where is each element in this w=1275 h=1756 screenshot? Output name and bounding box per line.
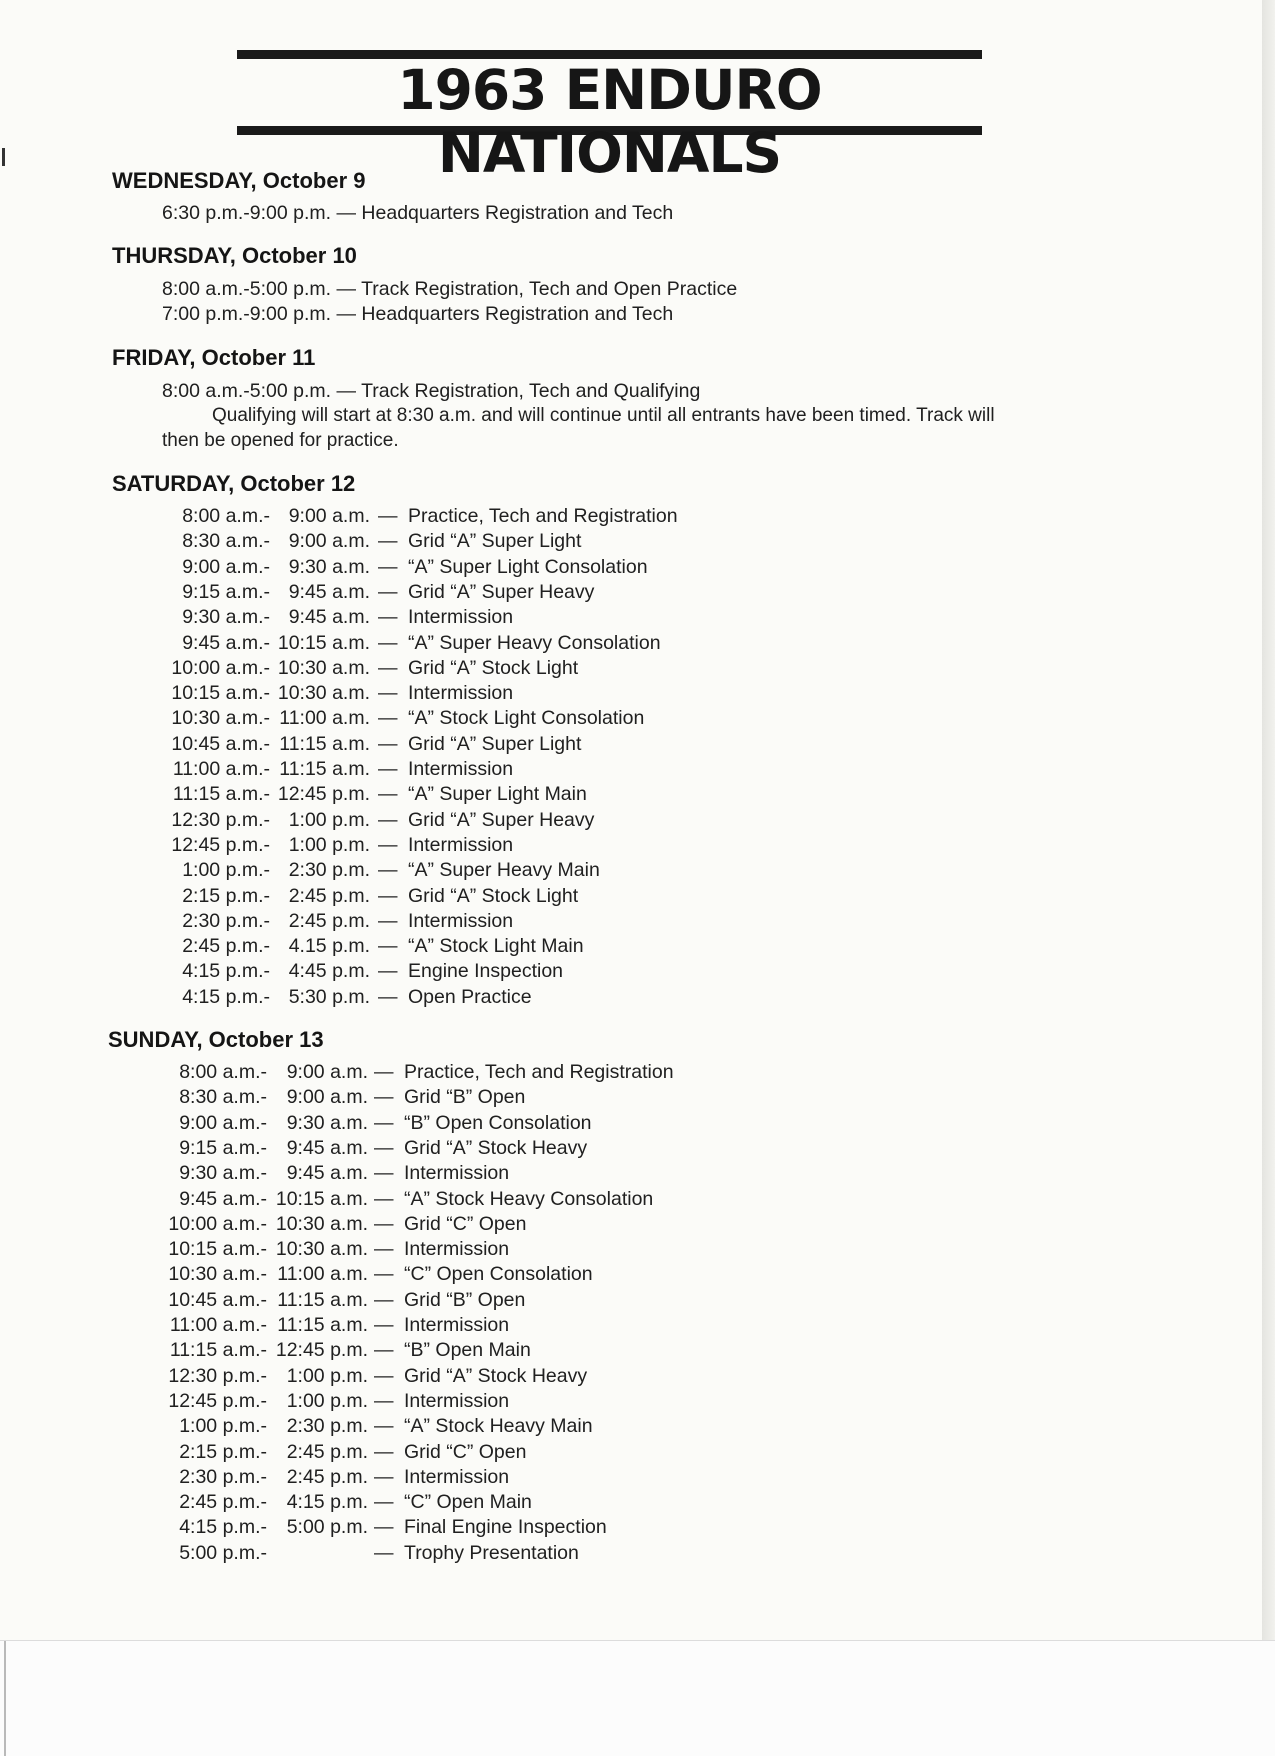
start-time: 10:00 a.m.- [168,1212,267,1235]
dash-separator: — [378,505,398,527]
end-time: 9:45 a.m. [288,606,370,629]
page-title: 1963 ENDURO NATIONALS [397,58,822,185]
dash-separator: — [378,631,398,654]
event-name: Intermission [404,1238,510,1261]
end-time: 10:30 a.m. [277,682,370,705]
event-name: “C” Open Main [404,1491,532,1514]
event-name: “A” Super Light Main [408,783,587,806]
binder-mark [2,148,5,166]
dash-separator: — [378,935,398,958]
dash-separator: — [378,833,398,856]
start-time: 11:15 a.m.- [172,783,270,806]
end-time: 1:00 p.m. [288,833,370,856]
dash-separator: — [374,1389,394,1412]
dash-separator: — [374,1086,394,1109]
event-name: Grid “A” Stock Heavy [404,1364,588,1387]
end-time: 10:30 a.m. [275,1238,368,1261]
event-name: Grid “A” Super Light [408,732,582,755]
event-name: Intermission [408,833,514,856]
start-time: 10:15 a.m.- [171,682,270,705]
end-time: 11:15 a.m. [279,758,370,780]
dash-separator: — [378,530,398,553]
event-name: “A” Super Light Consolation [408,555,648,578]
end-time: 9:45 a.m. [288,580,370,603]
start-time: 4:15 p.m.- [182,985,270,1008]
start-time: 4:15 p.m.- [179,1516,267,1539]
start-time: 11:15 a.m.- [169,1339,267,1362]
start-time: 8:00 a.m.- [179,1061,267,1083]
dash-separator: — [378,808,398,831]
end-time: 2:45 p.m. [286,1465,368,1488]
dash-separator: — [374,1263,394,1286]
event-name: “B” Open Main [404,1339,531,1362]
dash-separator: — [374,1187,394,1210]
end-time: 10:30 a.m. [277,656,370,679]
event-name: Grid “B” Open [404,1288,526,1311]
end-time: 1:00 p.m. [286,1389,368,1412]
friday-note [162,403,1122,453]
dash-separator: — [374,1339,394,1362]
dash-separator: — [374,1516,394,1539]
end-time: 5:30 p.m. [288,985,370,1008]
scan-edge-line [4,1641,6,1756]
event-name: “B” Open Consolation [404,1111,592,1134]
friday-note-line-2: then be opened for practice. [162,430,399,451]
end-time: 2:45 p.m. [288,884,370,907]
schedule-line: 7:00 p.m.-9:00 p.m. — Headquarters Registration and Tech [162,303,674,325]
event-name: Grid “C” Open [404,1440,527,1463]
start-time: 2:45 p.m.- [179,1491,267,1514]
dash-separator: — [374,1111,394,1134]
start-time: 10:45 a.m.- [168,1288,267,1311]
start-time: 2:30 p.m.- [182,909,270,932]
start-time: 10:30 a.m.- [171,707,270,730]
event-name: Grid “C” Open [404,1212,527,1235]
start-time: 12:45 p.m.- [168,1389,267,1412]
dash-separator: — [374,1162,394,1185]
day-heading-saturday: SATURDAY, October 12 [112,471,356,496]
start-time: 8:30 a.m.- [182,530,270,553]
start-time: 9:45 a.m.- [179,1187,267,1210]
event-name: Grid “A” Stock Heavy [404,1136,588,1159]
dash-separator: — [374,1491,394,1514]
event-name: Intermission [408,682,514,705]
day-heading-wednesday: WEDNESDAY, October 9 [112,168,366,193]
schedule-line: 8:00 a.m.-5:00 p.m. — Track Registration, Tech and Open Practice [162,278,738,300]
dash-separator: — [378,783,398,806]
start-time: 12:30 p.m.- [171,808,270,831]
day-heading-friday: FRIDAY, October 11 [112,345,316,370]
end-time: 10:15 a.m. [275,1187,368,1210]
start-time: 10:30 a.m.- [168,1263,267,1286]
start-time: 11:00 a.m.- [172,758,270,780]
end-time: 9:00 a.m. [286,1061,368,1083]
dash-separator: — [378,580,398,603]
start-time: 10:15 a.m.- [168,1238,267,1261]
end-time: 9:00 a.m. [286,1086,368,1109]
start-time: 9:15 a.m.- [179,1136,267,1159]
start-time: 5:00 p.m.- [179,1541,267,1564]
friday-note-line-1: Qualifying will start at 8:30 a.m. and will continue until all entrants have been timed. Track will [212,405,995,426]
event-name: Grid “A” Super Heavy [408,580,595,603]
dash-separator: — [374,1541,394,1564]
event-name: “A” Super Heavy Main [408,859,600,882]
page-edge-shadow [1262,0,1275,1640]
end-time: 11:00 a.m. [277,1263,368,1286]
end-time: 9:30 a.m. [286,1111,368,1134]
dash-separator: — [374,1288,394,1311]
end-time: 11:15 a.m. [279,732,370,755]
dash-separator: — [378,758,398,780]
end-time: 4:15 p.m. [286,1491,368,1514]
dash-separator: — [378,606,398,629]
event-name: Practice, Tech and Registration [404,1061,674,1083]
dash-separator: — [378,656,398,679]
event-name: “C” Open Consolation [404,1263,593,1286]
start-time: 2:15 p.m.- [182,884,270,907]
end-time: 11:15 a.m. [277,1288,368,1311]
start-time: 8:30 a.m.- [179,1086,267,1109]
dash-separator: — [378,909,398,932]
end-time: 4:45 p.m. [288,960,370,983]
event-name: Intermission [404,1465,510,1488]
end-time: 10:30 a.m. [275,1212,368,1235]
dash-separator: — [378,555,398,578]
dash-separator: — [374,1061,394,1083]
start-time: 2:30 p.m.- [179,1465,267,1488]
end-time: 9:45 a.m. [286,1162,368,1185]
end-time: 9:45 a.m. [286,1136,368,1159]
end-time: 5:00 p.m. [286,1516,368,1539]
start-time: 9:00 a.m.- [179,1111,267,1134]
start-time: 4:15 p.m.- [182,960,270,983]
dash-separator: — [378,884,398,907]
event-name: Grid “A” Super Light [408,530,582,553]
event-name: Grid “B” Open [404,1086,526,1109]
dash-separator: — [374,1465,394,1488]
end-time: 2:30 p.m. [288,859,370,882]
start-time: 2:45 p.m.- [182,935,270,958]
start-time: 9:30 a.m.- [182,606,270,629]
start-time: 1:00 p.m.- [182,859,270,882]
start-time: 2:15 p.m.- [179,1440,267,1463]
end-time: 12:45 p.m. [275,1339,368,1362]
event-name: Intermission [404,1314,510,1336]
dash-separator: — [378,707,398,730]
start-time: 11:00 a.m.- [169,1314,267,1336]
start-time: 10:45 a.m.- [171,732,270,755]
dash-separator: — [374,1212,394,1235]
event-name: Engine Inspection [408,960,564,983]
dash-separator: — [374,1314,394,1336]
scan-background [0,1640,1275,1756]
end-time: 2:30 p.m. [286,1415,368,1438]
schedule-line: 6:30 p.m.-9:00 p.m. — Headquarters Registration and Tech [162,202,674,224]
event-name: Grid “A” Stock Light [408,884,579,907]
event-name: Grid “A” Stock Light [408,656,579,679]
start-time: 1:00 p.m.- [179,1415,267,1438]
end-time: 9:00 a.m. [288,530,370,553]
dash-separator: — [374,1136,394,1159]
start-time: 9:00 a.m.- [182,555,270,578]
event-name: Intermission [404,1389,510,1412]
event-name: Intermission [408,909,514,932]
event-name: “A” Stock Light Main [408,935,584,958]
end-time: 1:00 p.m. [286,1364,368,1387]
event-name: “A” Stock Light Consolation [408,707,645,730]
schedule-line: 8:00 a.m.-5:00 p.m. — Track Registration, Tech and Qualifying [162,380,701,402]
event-name: Intermission [408,606,514,629]
dash-separator: — [374,1364,394,1387]
dash-separator: — [374,1415,394,1438]
start-time: 9:30 a.m.- [179,1162,267,1185]
day-heading-sunday: SUNDAY, October 13 [108,1027,324,1052]
start-time: 12:30 p.m.- [168,1364,267,1387]
event-name: Intermission [408,758,514,780]
start-time: 12:45 p.m.- [171,833,270,856]
dash-separator: — [378,859,398,882]
start-time: 10:00 a.m.- [171,656,270,679]
end-time: 12:45 p.m. [277,783,370,806]
end-time: 9:30 a.m. [288,555,370,578]
end-time: 10:15 a.m. [277,631,370,654]
end-time: 11:15 a.m. [277,1314,368,1336]
event-name: Practice, Tech and Registration [408,505,678,527]
end-time: 4.15 p.m. [288,935,370,958]
end-time: 2:45 p.m. [286,1440,368,1463]
start-time: 9:45 a.m.- [182,631,270,654]
day-heading-thursday: THURSDAY, October 10 [112,243,357,268]
dash-separator: — [378,682,398,705]
end-time: 2:45 p.m. [288,909,370,932]
event-name: Final Engine Inspection [404,1516,607,1539]
start-time: 8:00 a.m.- [182,505,270,527]
event-name: Open Practice [408,985,532,1008]
end-time: 1:00 p.m. [288,808,370,831]
title-block [237,50,982,185]
dash-separator: — [378,960,398,983]
start-time: 9:15 a.m.- [182,580,270,603]
end-time: 9:00 a.m. [288,505,370,527]
dash-separator: — [378,985,398,1008]
end-time: 11:00 a.m. [279,707,370,730]
event-name: Grid “A” Super Heavy [408,808,595,831]
dash-separator: — [374,1440,394,1463]
dash-separator: — [378,732,398,755]
event-name: “A” Stock Heavy Consolation [404,1187,654,1210]
event-name: “A” Super Heavy Consolation [408,631,661,654]
event-name: Intermission [404,1162,510,1185]
event-name: “A” Stock Heavy Main [404,1415,593,1438]
dash-separator: — [374,1238,394,1261]
event-name: Trophy Presentation [404,1541,579,1564]
